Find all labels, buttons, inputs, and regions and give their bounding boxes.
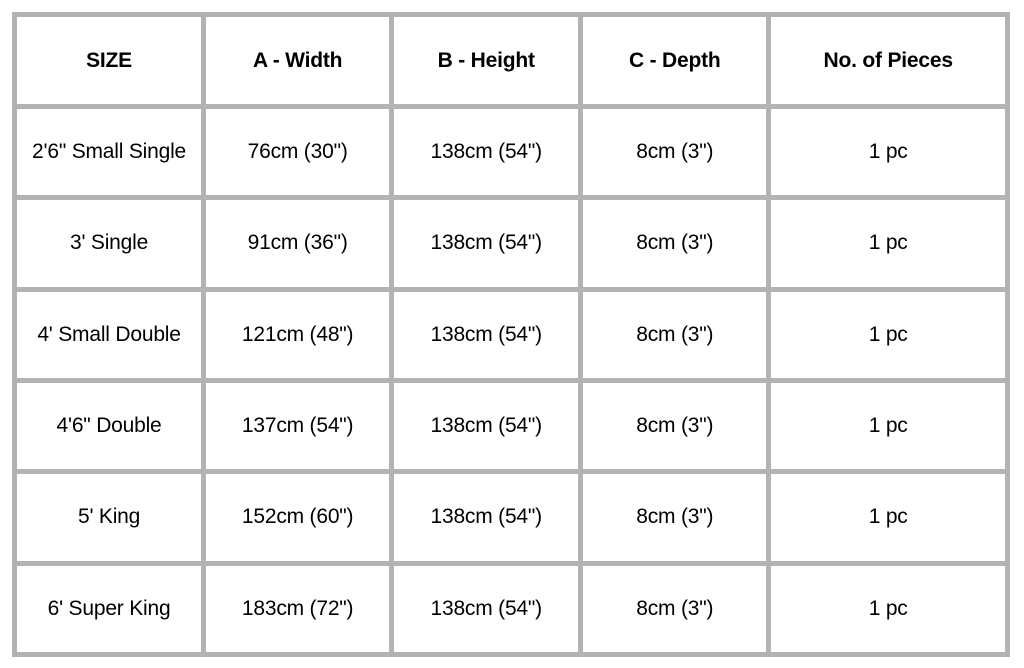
cell-height: 138cm (54") bbox=[392, 563, 581, 654]
cell-depth: 8cm (3") bbox=[581, 289, 769, 380]
header-row bbox=[15, 15, 1008, 107]
cell-size: 6' Super King bbox=[15, 563, 204, 654]
table-row bbox=[15, 198, 1008, 289]
cell-pieces: 1 pc bbox=[769, 472, 1008, 563]
cell-depth: 8cm (3") bbox=[581, 198, 769, 289]
cell-pieces: 1 pc bbox=[769, 289, 1008, 380]
cell-size: 5' King bbox=[15, 472, 204, 563]
table-row bbox=[15, 289, 1008, 380]
cell-depth: 8cm (3") bbox=[581, 107, 769, 198]
cell-width: 183cm (72") bbox=[204, 563, 392, 654]
cell-depth: 8cm (3") bbox=[581, 563, 769, 654]
cell-height: 138cm (54") bbox=[392, 472, 581, 563]
table-row bbox=[15, 472, 1008, 563]
table-row bbox=[15, 563, 1008, 654]
table-header bbox=[15, 15, 1008, 107]
cell-depth: 8cm (3") bbox=[581, 380, 769, 471]
cell-depth: 8cm (3") bbox=[581, 472, 769, 563]
header-pieces: No. of Pieces bbox=[769, 15, 1008, 107]
cell-size: 4'6" Double bbox=[15, 380, 204, 471]
cell-pieces: 1 pc bbox=[769, 380, 1008, 471]
size-table bbox=[12, 12, 1010, 657]
header-width: A - Width bbox=[204, 15, 392, 107]
cell-size: 2'6" Small Single bbox=[15, 107, 204, 198]
table-row bbox=[15, 107, 1008, 198]
header-depth: C - Depth bbox=[581, 15, 769, 107]
cell-pieces: 1 pc bbox=[769, 563, 1008, 654]
cell-size: 3' Single bbox=[15, 198, 204, 289]
cell-width: 76cm (30") bbox=[204, 107, 392, 198]
cell-width: 152cm (60") bbox=[204, 472, 392, 563]
cell-height: 138cm (54") bbox=[392, 289, 581, 380]
table-row bbox=[15, 380, 1008, 471]
cell-width: 121cm (48") bbox=[204, 289, 392, 380]
header-height: B - Height bbox=[392, 15, 581, 107]
cell-width: 137cm (54") bbox=[204, 380, 392, 471]
cell-height: 138cm (54") bbox=[392, 198, 581, 289]
cell-height: 138cm (54") bbox=[392, 380, 581, 471]
table-body bbox=[15, 107, 1008, 655]
cell-width: 91cm (36") bbox=[204, 198, 392, 289]
cell-size: 4' Small Double bbox=[15, 289, 204, 380]
cell-pieces: 1 pc bbox=[769, 107, 1008, 198]
header-size: SIZE bbox=[15, 15, 204, 107]
cell-pieces: 1 pc bbox=[769, 198, 1008, 289]
cell-height: 138cm (54") bbox=[392, 107, 581, 198]
